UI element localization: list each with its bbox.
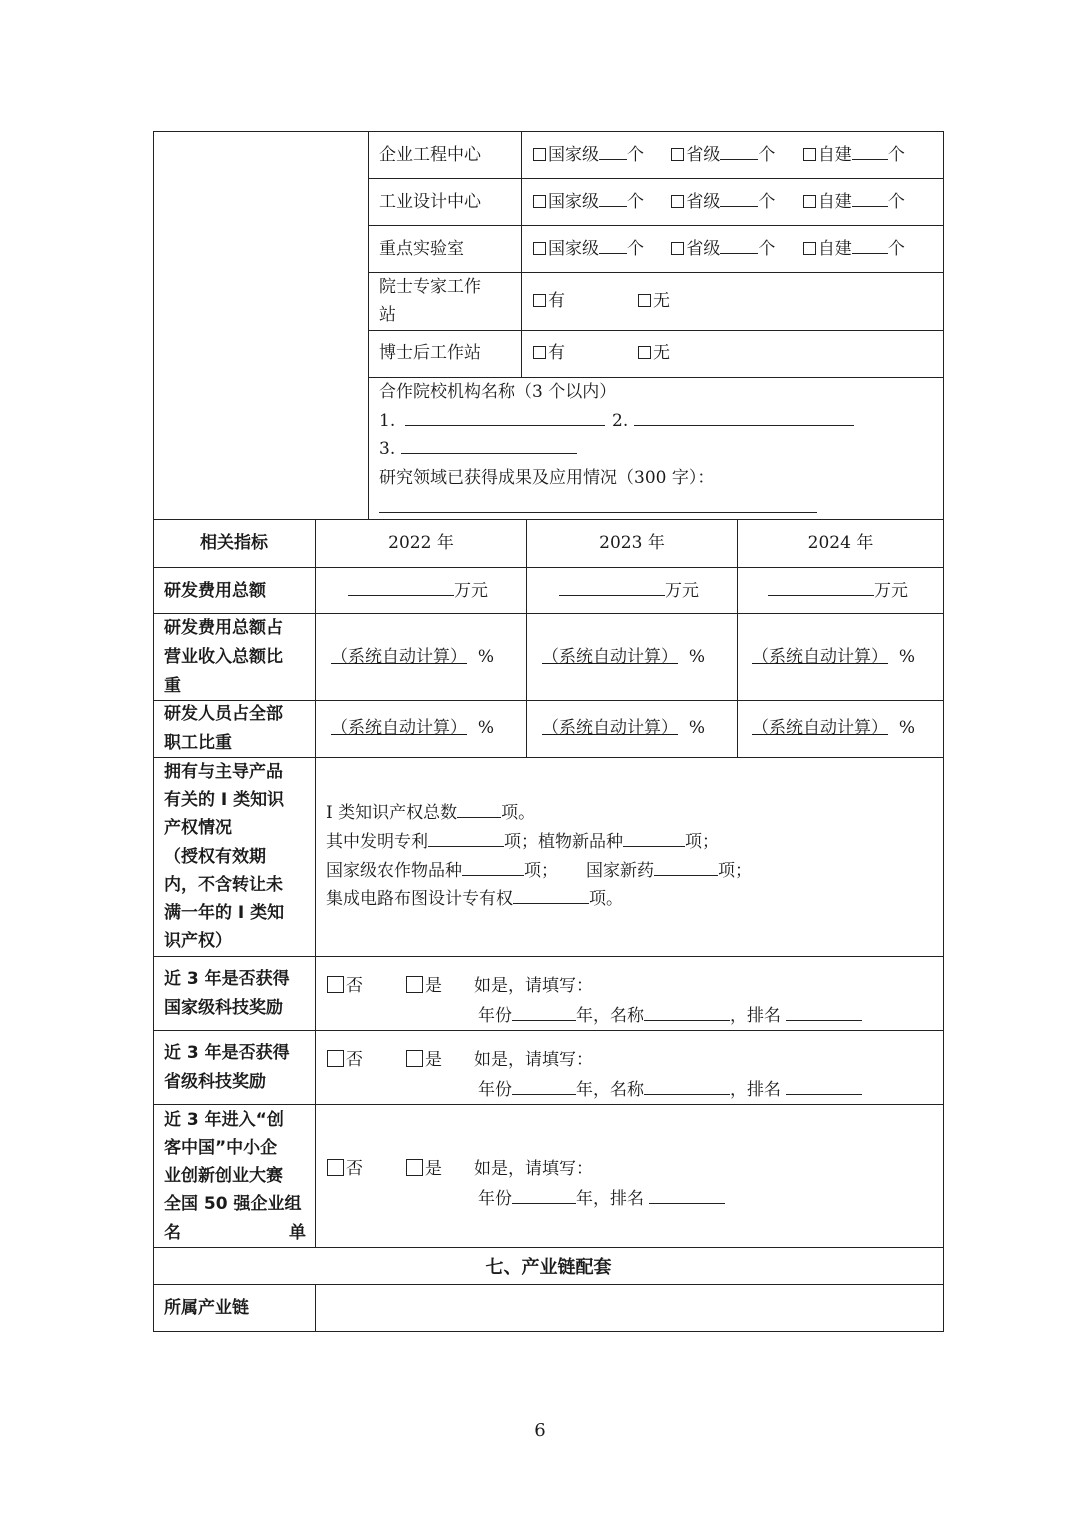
rank-field[interactable] [786,1080,862,1095]
ip-total-field[interactable] [457,803,501,818]
section-title: 七、产业链配套 [485,1257,612,1278]
row-label: 企业工程中心 [379,145,481,165]
checkbox-yes[interactable] [406,976,423,993]
year-2024: 2024 年 [807,533,874,553]
checkbox-provincial[interactable] [671,148,684,161]
rd-total-2022: 万元 [348,581,488,601]
level-options: 国家级 个 省级 个 自建 个 [533,192,905,212]
checkbox-provincial[interactable] [671,195,684,208]
award-name-field[interactable] [644,1080,730,1095]
rd-total-label: 研发费用总额 [164,581,266,601]
maker-label-5: 名 单 [164,1223,306,1243]
rd-total-2023-field[interactable] [559,581,665,596]
row-label: 博士后工作站 [379,343,481,363]
ip-label-5: 内，不含转让未 [164,875,283,895]
checkbox-yes[interactable] [533,346,546,359]
checkbox-yes[interactable] [406,1159,423,1176]
ip-crop-line: 国家级农作物品种 项； 国家新药 项； [326,861,752,881]
yes-option: 有 [533,291,565,311]
provincial-award-label-2: 省级科技奖励 [164,1072,266,1092]
institution-1-field[interactable] [405,411,605,426]
checkbox-self-built[interactable] [803,148,816,161]
institution-2-field[interactable] [634,411,854,426]
staff-ratio-label-2: 职工比重 [164,733,232,753]
national-award-label-1: 近 3 年是否获得 [164,969,290,989]
institution-3: 3. [379,439,577,459]
fill-prompt: 如是，请填写： [474,1159,593,1179]
checkbox-no[interactable] [638,294,651,307]
industry-chain-field[interactable] [316,1285,943,1331]
ip-patent-line: 其中发明专利 项；植物新品种 项； [326,832,719,852]
checkbox-national[interactable] [533,148,546,161]
staff-ratio-2023: （系统自动计算） % [542,718,705,738]
ip-label-7: 识产权） [164,931,232,951]
no-option: 无 [638,343,670,363]
maker-details: 年份 年，排名 [478,1189,725,1209]
no-option: 否 [327,976,363,996]
checkbox-self-built[interactable] [803,242,816,255]
award-name-field[interactable] [644,1006,730,1021]
rd-ratio-2022: （系统自动计算） % [331,647,494,667]
checkbox-no[interactable] [327,976,344,993]
year-field[interactable] [512,1006,576,1021]
checkbox-no[interactable] [327,1159,344,1176]
year-field[interactable] [512,1080,576,1095]
checkbox-no[interactable] [327,1050,344,1067]
year-2022: 2022 年 [388,533,454,553]
provincial-award-label-1: 近 3 年是否获得 [164,1043,290,1063]
maker-label-2: 客中国”中小企 [164,1138,278,1158]
results-field[interactable] [379,512,817,513]
institution-3-field[interactable] [401,439,577,454]
no-option: 否 [327,1050,363,1070]
rank-field[interactable] [786,1006,862,1021]
ip-label-3: 产权情况 [164,818,232,838]
institution-1: 1. [379,411,605,431]
no-option: 无 [638,291,670,311]
row-label: 工业设计中心 [379,192,481,212]
industry-chain-label: 所属产业链 [164,1298,249,1318]
maker-label-3: 业创新创业大赛 [164,1166,283,1186]
checkbox-yes[interactable] [533,294,546,307]
page-number: 6 [534,1420,546,1441]
row-label: 院士专家工作 [379,277,481,297]
maker-label-4: 全国 50 强企业组 [164,1194,302,1214]
ip-label-2: 有关的 I 类知识 [164,790,285,810]
award-details: 年份 年，名称 ，排名 [478,1080,862,1100]
year-field[interactable] [512,1189,576,1204]
maker-label-1: 近 3 年进入“创 [164,1110,284,1130]
checkbox-national[interactable] [533,195,546,208]
yes-option: 是 [406,1159,442,1179]
institution-2: 2. [612,411,854,431]
level-options: 国家级 个 省级 个 自建 个 [533,239,905,259]
yes-option: 是 [406,976,442,996]
rd-ratio-2023: （系统自动计算） % [542,647,705,667]
plant-variety-field[interactable] [623,832,685,847]
ip-label-6: 满一年的 I 类知 [164,903,285,923]
ip-total-line: I 类知识产权总数 项。 [326,803,536,823]
checkbox-provincial[interactable] [671,242,684,255]
new-drug-field[interactable] [654,861,718,876]
rd-ratio-label-1: 研发费用总额占 [164,618,283,638]
staff-ratio-2022: （系统自动计算） % [331,718,494,738]
row-label: 重点实验室 [379,239,464,259]
row-label-cont: 站 [379,305,396,325]
rd-total-2023: 万元 [559,581,699,601]
yes-option: 是 [406,1050,442,1070]
results-label: 研究领域已获得成果及应用情况（300 字）： [379,468,715,488]
national-award-label-2: 国家级科技奖励 [164,998,283,1018]
award-details: 年份 年，名称 ，排名 [478,1006,862,1026]
rd-ratio-label-3: 重 [164,676,181,696]
rd-total-2024-field[interactable] [768,581,874,596]
fill-prompt: 如是，请填写： [474,976,593,996]
yes-option: 有 [533,343,565,363]
level-options: 国家级 个 省级 个 自建 个 [533,145,905,165]
fill-prompt: 如是，请填写： [474,1050,593,1070]
circuit-layout-field[interactable] [513,889,589,904]
rd-ratio-2024: （系统自动计算） % [752,647,915,667]
staff-ratio-2024: （系统自动计算） % [752,718,915,738]
checkbox-national[interactable] [533,242,546,255]
ip-label-1: 拥有与主导产品 [164,762,283,782]
staff-ratio-label-1: 研发人员占全部 [164,704,283,724]
crop-variety-field[interactable] [462,861,524,876]
checkbox-no[interactable] [638,346,651,359]
cooperation-title: 合作院校机构名称（3 个以内） [379,382,617,402]
year-2023: 2023 年 [599,533,665,553]
rd-ratio-label-2: 营业收入总额比 [164,647,283,667]
ip-circuit-line: 集成电路布图设计专有权 项。 [326,889,623,909]
rd-total-2022-field[interactable] [348,581,454,596]
no-option: 否 [327,1159,363,1179]
ip-label-4: （授权有效期 [164,847,266,867]
rd-total-2024: 万元 [768,581,908,601]
invention-patent-field[interactable] [428,832,504,847]
rank-field[interactable] [649,1189,725,1204]
checkbox-yes[interactable] [406,1050,423,1067]
indicator-header-label: 相关指标 [200,533,268,553]
checkbox-self-built[interactable] [803,195,816,208]
